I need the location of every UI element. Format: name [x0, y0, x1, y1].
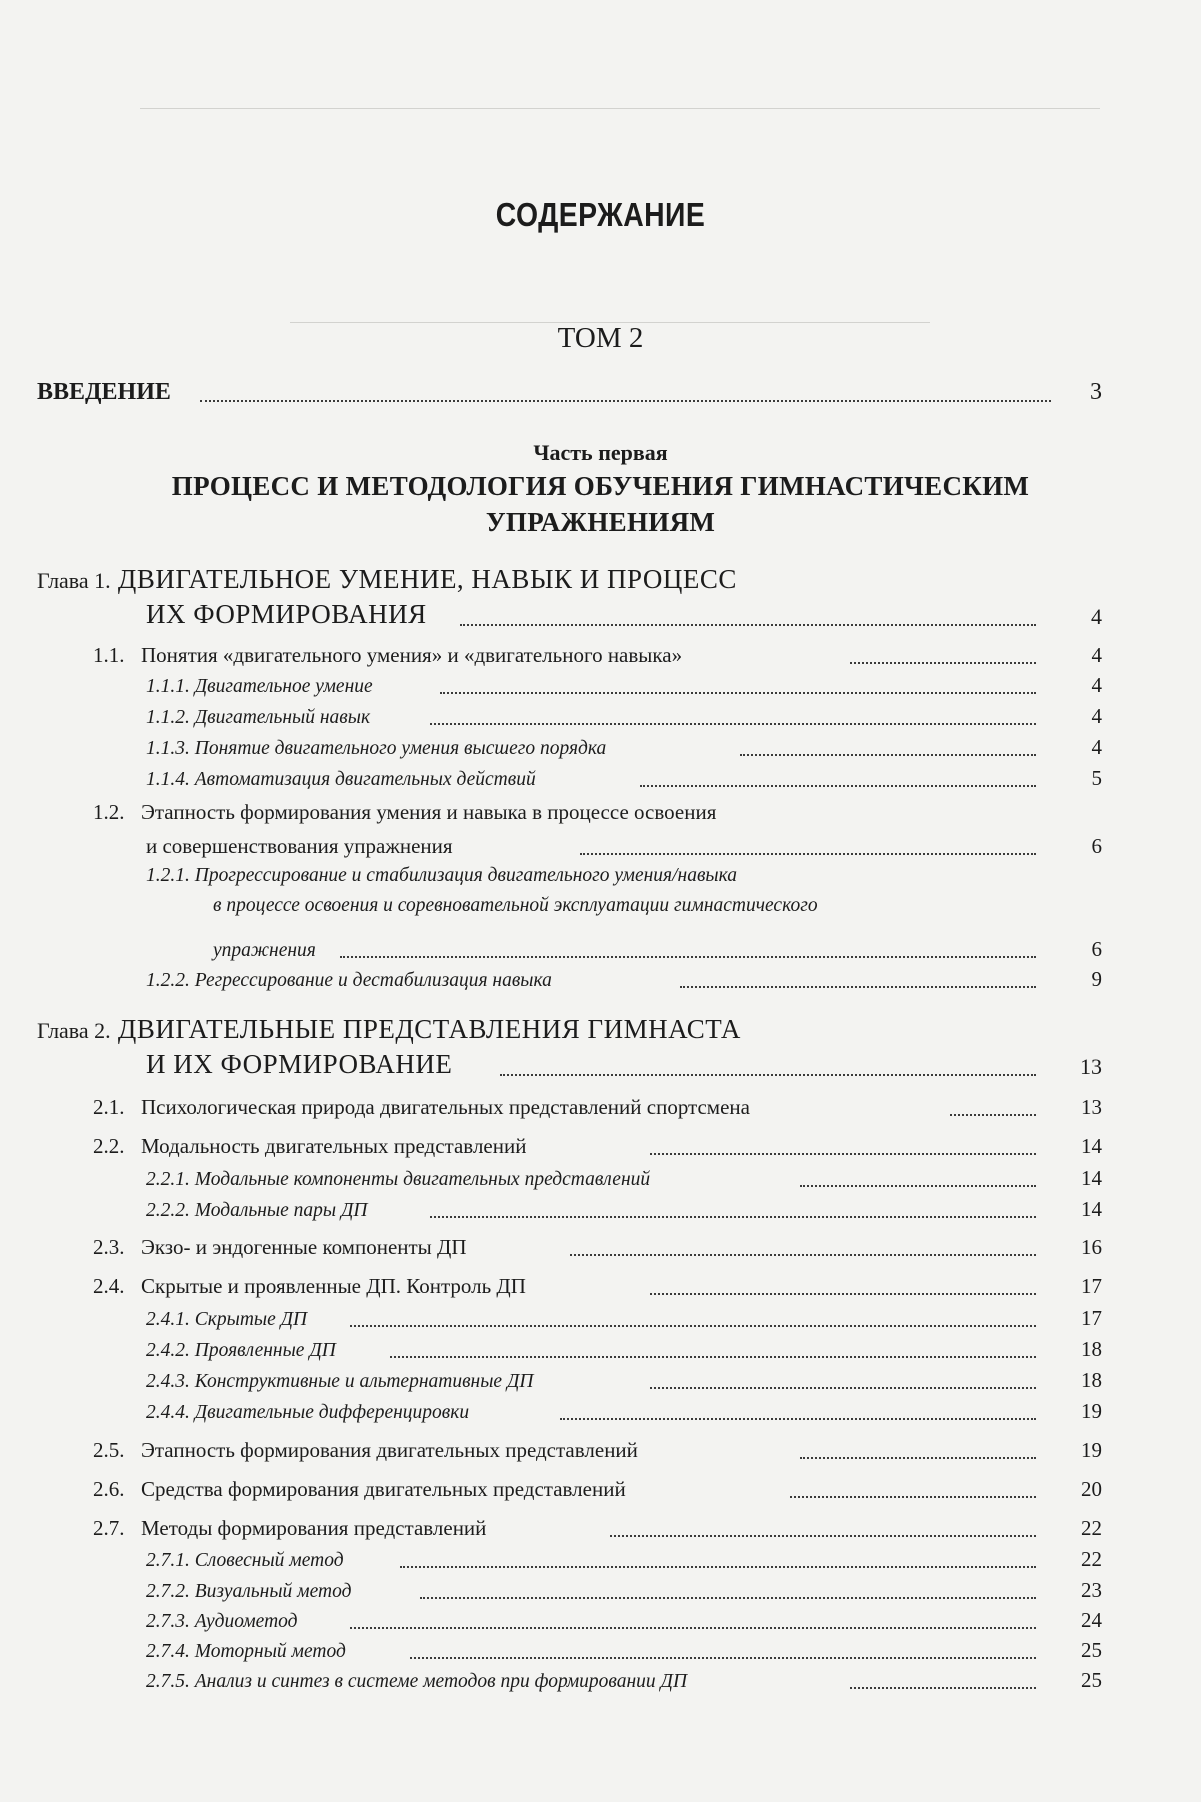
toc-entry-label: 2.4.3. Конструктивные и альтернативные ДП: [146, 1371, 537, 1393]
toc-entry-page: 14: [1081, 1166, 1102, 1190]
dot-leader: [350, 1325, 1036, 1327]
dot-leader: [560, 1418, 1036, 1420]
section-title: Модальность двигательных представлений: [141, 1134, 527, 1158]
toc-entry-label: [93, 1095, 754, 1120]
dot-leader: [800, 1457, 1036, 1459]
toc-entry-page: 22: [1081, 1516, 1102, 1540]
chapter-1-heading[interactable]: [37, 564, 737, 595]
toc-entry-label: 2.7.5. Анализ и синтез в системе методов при формировании ДП: [146, 1671, 691, 1693]
toc-entry-page: 17: [1081, 1274, 1102, 1298]
toc-entry-chapter-1[interactable]: [0, 596, 1201, 632]
toc-entry-page: 16: [1081, 1235, 1102, 1259]
toc-entry-page: 4: [1091, 604, 1102, 629]
chapter-title-line: И ИХ ФОРМИРОВАНИЕ: [146, 1049, 456, 1080]
dot-leader: [420, 1597, 1036, 1599]
toc-entry-label: 2.4.1. Скрытые ДП: [146, 1309, 311, 1331]
subsection-1-2-1-line: 1.2.1. Прогрессирование и стабилизация двигательного умения/навыка: [146, 865, 738, 886]
toc-entry-label: упражнения: [213, 940, 320, 962]
toc-entry-page: 14: [1081, 1197, 1102, 1221]
section-title: Средства формирования двигательных представлений: [141, 1477, 626, 1501]
toc-entry-subsection[interactable]: [0, 1659, 1201, 1695]
dot-leader: [500, 1074, 1036, 1076]
toc-entry-section[interactable]: [0, 1429, 1201, 1465]
section-number: 1.1.: [93, 643, 125, 667]
toc-entry-label: 1.1.3. Понятие двигательного умения высшего порядка: [146, 738, 610, 760]
toc-entry-section[interactable]: [0, 1125, 1201, 1161]
section-title: Этапность формирования двигательных представлений: [141, 1438, 638, 1462]
toc-entry-section[interactable]: [0, 825, 1201, 861]
dot-leader: [800, 1185, 1036, 1187]
dot-leader: [390, 1356, 1036, 1358]
toc-entry-label: 2.4.2. Проявленные ДП: [146, 1340, 340, 1362]
section-title: Скрытые и проявленные ДП. Контроль ДП: [141, 1274, 526, 1298]
toc-entry-page: 6: [1091, 834, 1102, 858]
dot-leader: [460, 624, 1036, 626]
toc-entry-page: 4: [1091, 704, 1102, 728]
toc-entry-page: 17: [1081, 1306, 1102, 1330]
chapter-2-heading[interactable]: [37, 1014, 741, 1045]
toc-entry-subsection[interactable]: [0, 1188, 1201, 1224]
section-title: Понятия «двигательного умения» и «двигательного навыка»: [141, 643, 683, 667]
section-number: 2.7.: [93, 1516, 125, 1540]
dot-leader: [410, 1657, 1036, 1659]
ghost-rule: [140, 108, 1100, 109]
volume-heading: ТОМ 2: [557, 322, 644, 354]
dot-leader: [340, 956, 1036, 958]
toc-entry-page: 3: [1090, 379, 1102, 405]
section-1-2-first-line: [93, 800, 716, 825]
toc-entry-page: 4: [1091, 735, 1102, 759]
part-label: Часть первая: [533, 440, 668, 465]
subsection-1-2-1-line: в процессе освоения и соревновательной эксплуатации гимнастического: [213, 895, 818, 916]
toc-entry-label: 1.1.4. Автоматизация двигательных действий: [146, 769, 540, 791]
dot-leader: [680, 986, 1036, 988]
toc-entry-label: [93, 1134, 530, 1159]
toc-entry-label: 1.1.1. Двигательное умение: [146, 676, 377, 698]
dot-leader: [200, 400, 1051, 402]
toc-entry-page: 4: [1091, 673, 1102, 697]
dot-leader: [640, 785, 1036, 787]
toc-entry-page: 5: [1091, 766, 1102, 790]
toc-entry-label: [93, 1235, 471, 1260]
section-title: Этапность формирования умения и навыка в процессе освоения: [141, 800, 717, 824]
dot-leader: [440, 692, 1036, 694]
dot-leader: [580, 853, 1036, 855]
toc-entry-page: 19: [1081, 1438, 1102, 1462]
toc-entry-label: [93, 1516, 490, 1541]
toc-entry-label: 2.7.2. Визуальный метод: [146, 1581, 355, 1603]
section-number: 1.2.: [93, 800, 125, 824]
toc-entry-label: 2.2.1. Модальные компоненты двигательных представлений: [146, 1169, 654, 1191]
dot-leader: [430, 1216, 1036, 1218]
section-number: 2.6.: [93, 1477, 125, 1501]
toc-entry-page: 25: [1081, 1668, 1102, 1692]
chapter-prefix: Глава 1.: [37, 568, 111, 593]
section-number: 2.1.: [93, 1095, 125, 1119]
chapter-title-line: ИХ ФОРМИРОВАНИЯ: [146, 599, 431, 630]
dot-leader: [950, 1114, 1036, 1116]
section-title: Методы формирования представлений: [141, 1516, 487, 1540]
page-title: СОДЕРЖАНИЕ: [495, 196, 706, 233]
toc-entry-label: 2.4.4. Двигательные дифференцировки: [146, 1402, 473, 1424]
toc-entry-page: 23: [1081, 1578, 1102, 1602]
toc-entry-page: 18: [1081, 1337, 1102, 1361]
section-title: Психологическая природа двигательных представлений спортсмена: [141, 1095, 750, 1119]
chapter-prefix: Глава 2.: [37, 1018, 111, 1043]
dot-leader: [850, 1687, 1036, 1689]
toc-entry-label: и совершенствования упражнения: [146, 834, 457, 859]
toc-entry-subsection[interactable]: [0, 1390, 1201, 1426]
toc-entry-section[interactable]: [0, 1265, 1201, 1301]
toc-entry-page: 6: [1091, 937, 1102, 961]
toc-entry-page: 19: [1081, 1399, 1102, 1423]
chapter-title-line: ДВИГАТЕЛЬНОЕ УМЕНИЕ, НАВЫК И ПРОЦЕСС: [117, 564, 737, 594]
toc-entry-page: 4: [1091, 643, 1102, 667]
toc-entry-page: 13: [1080, 1054, 1102, 1079]
toc-entry-page: 24: [1081, 1608, 1102, 1632]
section-number: 2.4.: [93, 1274, 125, 1298]
toc-entry-label: [93, 643, 686, 668]
part-title: [0, 468, 1201, 540]
toc-entry-page: 25: [1081, 1638, 1102, 1662]
toc-entry-subsection[interactable]: [0, 757, 1201, 793]
toc-entry-label: [93, 1477, 630, 1502]
toc-entry-label: 2.2.2. Модальные пары ДП: [146, 1200, 371, 1222]
section-number: 2.5.: [93, 1438, 125, 1462]
toc-entry-section[interactable]: [0, 1468, 1201, 1504]
toc-entry-page: 9: [1091, 967, 1102, 991]
toc-entry-label: 2.7.4. Моторный метод: [146, 1641, 350, 1663]
section-title: Экзо- и эндогенные компоненты ДП: [141, 1235, 467, 1259]
toc-entry-label: ВВЕДЕНИЕ: [37, 379, 175, 406]
dot-leader: [430, 723, 1036, 725]
dot-leader: [570, 1254, 1036, 1256]
toc-entry-section[interactable]: [0, 1086, 1201, 1122]
toc-entry-label: 2.7.1. Словесный метод: [146, 1550, 348, 1572]
section-number: 2.3.: [93, 1235, 125, 1259]
dot-leader: [400, 1566, 1036, 1568]
dot-leader: [790, 1496, 1036, 1498]
toc-entry-label: 1.1.2. Двигательный навык: [146, 707, 374, 729]
toc-entry-label: 1.2.2. Регрессирование и дестабилизация навыка: [146, 970, 556, 992]
toc-entry-page: 14: [1081, 1134, 1102, 1158]
toc-entry-page: 18: [1081, 1368, 1102, 1392]
dot-leader: [740, 754, 1036, 756]
toc-entry-intro[interactable]: [0, 372, 1201, 408]
toc-entry-page: 13: [1081, 1095, 1102, 1119]
dot-leader: [610, 1535, 1036, 1537]
toc-entry-subsection[interactable]: [0, 958, 1201, 994]
toc-entry-label: 2.7.3. Аудиометод: [146, 1611, 302, 1633]
part-title-line: УПРАЖНЕНИЯМ: [485, 507, 716, 537]
toc-entry-page: 20: [1081, 1477, 1102, 1501]
dot-leader: [850, 662, 1036, 664]
toc-entry-section[interactable]: [0, 1226, 1201, 1262]
dot-leader: [650, 1293, 1036, 1295]
dot-leader: [650, 1387, 1036, 1389]
toc-entry-label: [93, 1438, 642, 1463]
chapter-title-line: ДВИГАТЕЛЬНЫЕ ПРЕДСТАВЛЕНИЯ ГИМНАСТА: [117, 1014, 741, 1044]
dot-leader: [350, 1627, 1036, 1629]
part-title-line: ПРОЦЕСС И МЕТОДОЛОГИЯ ОБУЧЕНИЯ ГИМНАСТИЧЕСКИМ: [171, 471, 1030, 501]
dot-leader: [650, 1153, 1036, 1155]
toc-entry-chapter-2[interactable]: [0, 1046, 1201, 1082]
toc-entry-page: 22: [1081, 1547, 1102, 1571]
toc-entry-label: [93, 1274, 530, 1299]
section-number: 2.2.: [93, 1134, 125, 1158]
